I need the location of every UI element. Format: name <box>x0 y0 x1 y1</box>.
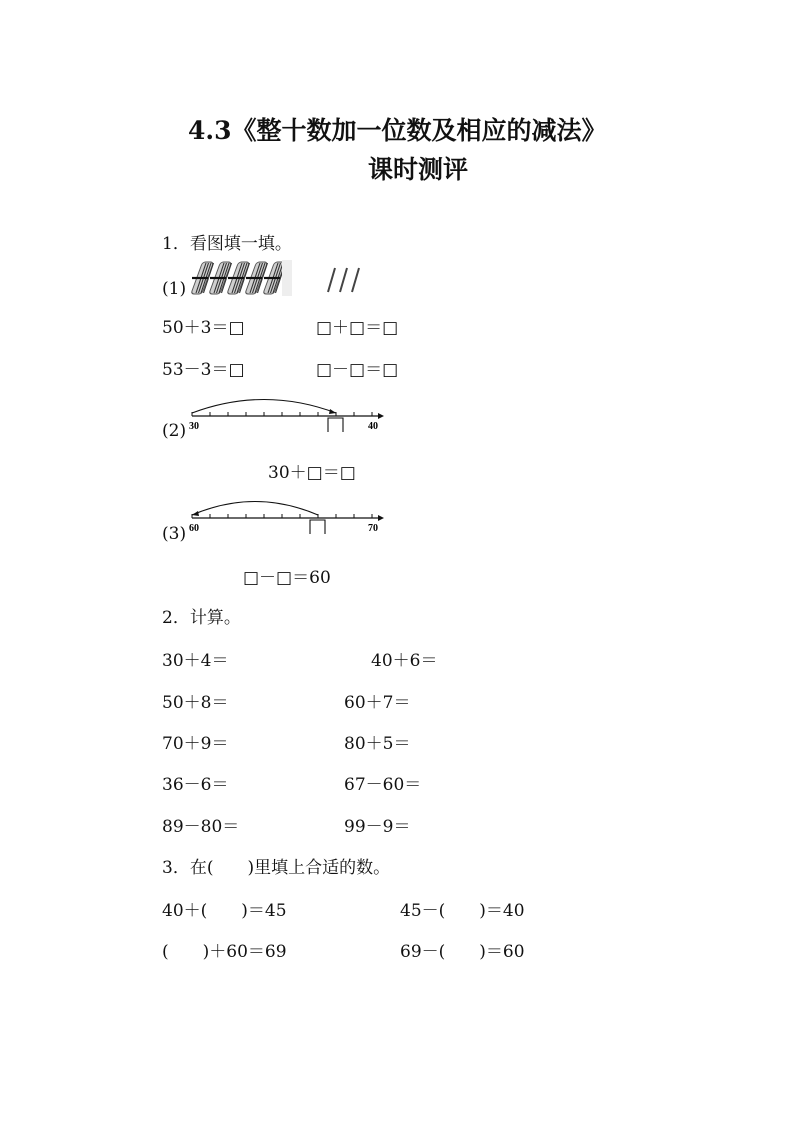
jump-arc <box>192 502 318 516</box>
calc-item: 40＋6＝ <box>371 651 438 671</box>
jump-arrowhead <box>329 409 336 414</box>
equation-blank-subtraction: □－□＝□ <box>316 360 399 380</box>
tick-label-start: 30 <box>189 421 199 432</box>
equation-30-plus-blank: 30＋□＝□ <box>268 463 356 483</box>
question-1-heading: 1．看图填一填。 <box>162 234 292 254</box>
calc-item: 99－9＝ <box>344 817 411 837</box>
calc-item: 60＋7＝ <box>344 693 411 713</box>
single-stick <box>328 268 335 292</box>
answer-box <box>328 418 343 432</box>
calc-item: 67－60＝ <box>344 775 422 795</box>
equation-blank-minus-blank-60: □－□＝60 <box>243 568 331 588</box>
tick-label-end: 70 <box>368 523 378 534</box>
number-line-arrowhead <box>378 515 384 521</box>
fill-in-item: 40＋( )＝45 <box>162 901 287 921</box>
tick-label-start: 60 <box>189 523 199 534</box>
calc-item: 80＋5＝ <box>344 734 411 754</box>
jump-arrowhead <box>192 511 199 516</box>
question-3-heading: 3．在( )里填上合适的数。 <box>162 858 391 878</box>
equation-50-plus-3: 50＋3＝□ <box>162 318 245 338</box>
stick-bundles-illustration <box>186 258 366 298</box>
page-title: 4.3《整十数加一位数及相应的减法》 <box>188 116 607 145</box>
single-stick <box>352 268 359 292</box>
number-line-30-40 <box>182 392 402 442</box>
number-line-arrowhead <box>378 413 384 419</box>
question-2-heading: 2．计算。 <box>162 608 241 628</box>
calc-item: 70＋9＝ <box>162 734 229 754</box>
fill-in-item: ( )＋60＝69 <box>162 942 287 962</box>
fill-in-item: 45－( )＝40 <box>400 901 525 921</box>
calc-item: 30＋4＝ <box>162 651 229 671</box>
part-1-label: (1) <box>162 279 187 299</box>
bundle-background <box>282 260 292 296</box>
page-subtitle: 课时测评 <box>368 155 469 184</box>
tick-label-end: 40 <box>368 421 378 432</box>
answer-box <box>310 520 325 534</box>
calc-item: 50＋8＝ <box>162 693 229 713</box>
single-stick <box>340 268 347 292</box>
equation-blank-addition: □＋□＝□ <box>316 318 399 338</box>
part-3-label: (3) <box>162 524 187 544</box>
equation-53-minus-3: 53－3＝□ <box>162 360 245 380</box>
fill-in-item: 69－( )＝60 <box>400 942 525 962</box>
number-line-60-70 <box>182 494 402 544</box>
part-2-label: (2) <box>162 421 187 441</box>
jump-arc <box>192 400 336 414</box>
calc-item: 36－6＝ <box>162 775 229 795</box>
calc-item: 89－80＝ <box>162 817 240 837</box>
